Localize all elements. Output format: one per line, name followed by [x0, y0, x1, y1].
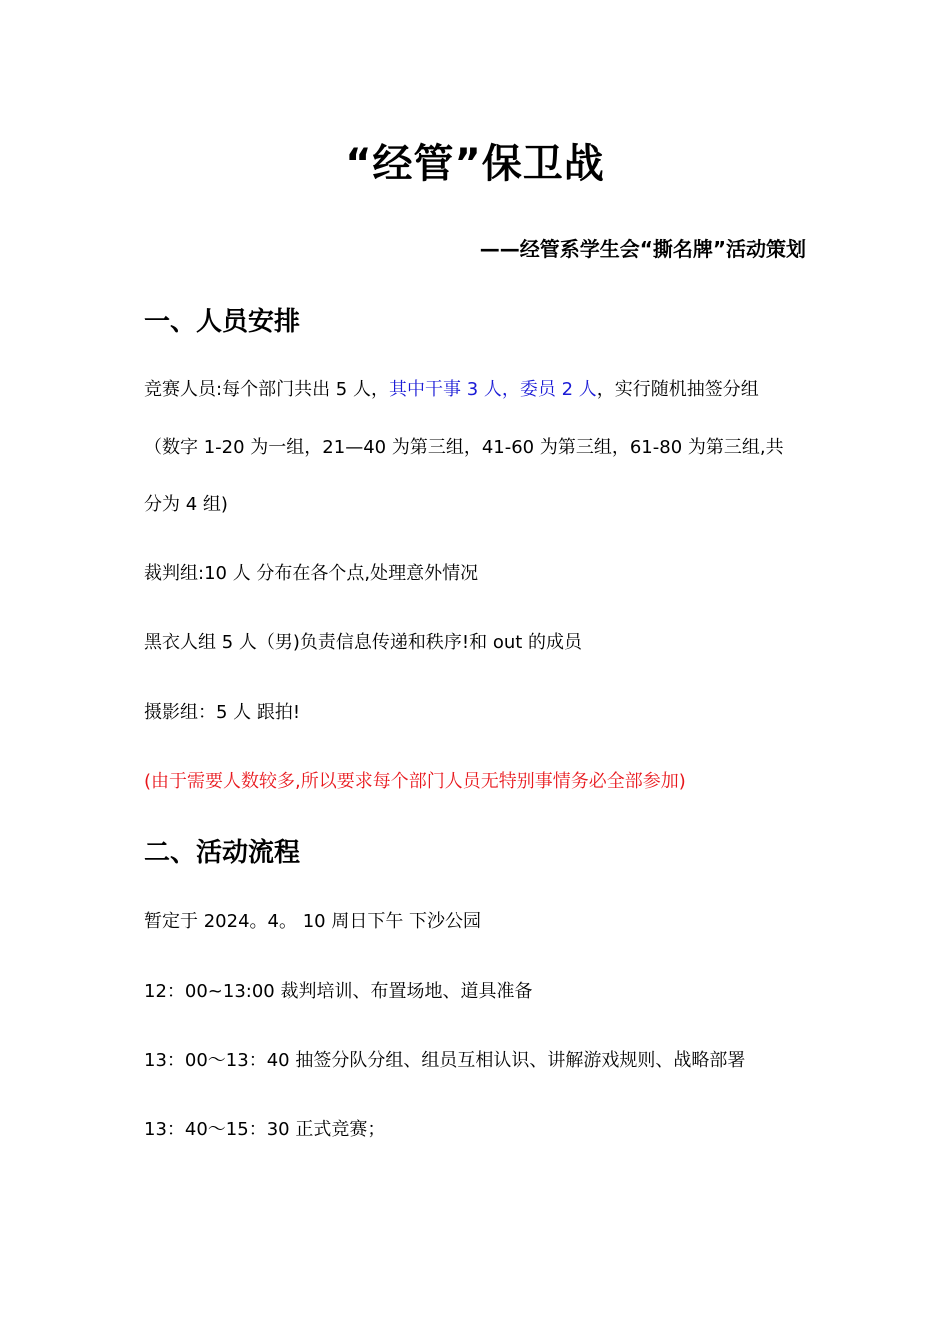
- competitors-line: [144, 373, 808, 407]
- schedule-item: 13：40～15：30 正式竞赛；: [144, 1119, 386, 1140]
- competitors-grouping-line: （数字 1-20 为一组，21—40 为第三组，41-60 为第三组，61-80 为第三组,共: [144, 437, 784, 458]
- photo-team-line: 摄影组：5 人 跟拍!: [144, 702, 301, 723]
- competitors-grouping-end: 分为 4 组): [144, 494, 228, 515]
- section-heading-process: 二、活动流程: [144, 838, 301, 868]
- schedule-item: 12：00~13:00 裁判培训、布置场地、道具准备: [144, 981, 533, 1002]
- attendance-note: (由于需要人数较多,所以要求每个部门人员无特别事情务必全部参加): [144, 771, 686, 792]
- schedule-item: 13：00～13：40 抽签分队分组、组员互相认识、讲解游戏规则、战略部署: [144, 1050, 746, 1071]
- competitors-highlight: 其中干事 3 人，委员 2 人: [388, 379, 597, 400]
- date-location-line: 暂定于 2024。4。 10 周日下午 下沙公园: [144, 911, 482, 932]
- section-heading-personnel: 一、人员安排: [144, 307, 301, 337]
- black-team-line: 黑衣人组 5 人（男)负责信息传递和秩序!和 out 的成员: [144, 632, 583, 653]
- document-title: “经管”保卫战: [345, 141, 605, 187]
- document-subtitle: ——经管系学生会“撕名牌”活动策划: [479, 237, 806, 261]
- competitors-prefix: 竞赛人员:每个部门共出 5 人，: [144, 379, 389, 400]
- competitors-suffix: ，实行随机抽签分组: [596, 379, 759, 400]
- referees-line: 裁判组:10 人 分布在各个点,处理意外情况: [144, 563, 479, 584]
